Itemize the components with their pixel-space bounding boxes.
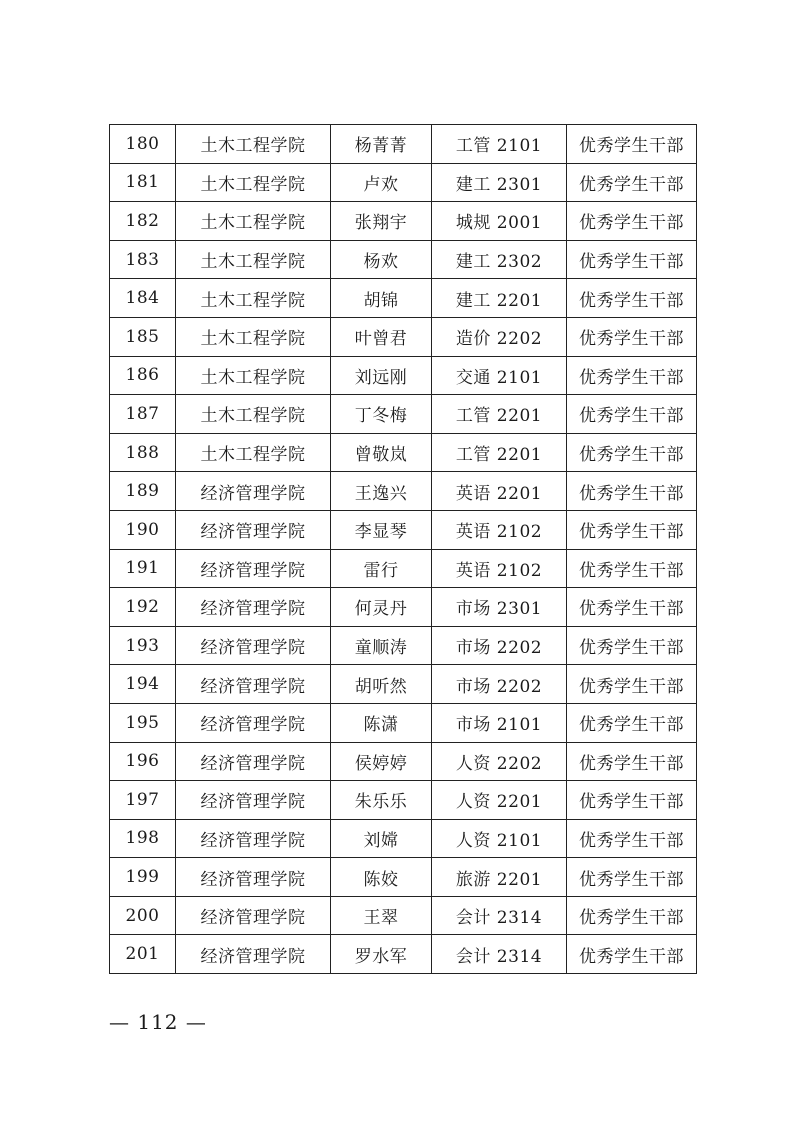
cell-class: 建工 2301 (432, 163, 567, 202)
cell-award: 优秀学生干部 (567, 935, 697, 974)
cell-college: 经济管理学院 (176, 588, 331, 627)
cell-name: 刘远刚 (331, 356, 432, 395)
cell-name: 何灵丹 (331, 588, 432, 627)
cell-number: 192 (110, 588, 176, 627)
table-row (110, 781, 697, 820)
cell-award: 优秀学生干部 (567, 163, 697, 202)
cell-number: 182 (110, 202, 176, 241)
cell-name: 陈姣 (331, 858, 432, 897)
cell-college: 经济管理学院 (176, 510, 331, 549)
cell-number: 191 (110, 549, 176, 588)
cell-college: 经济管理学院 (176, 472, 331, 511)
table-row (110, 665, 697, 704)
cell-college: 经济管理学院 (176, 858, 331, 897)
table-row (110, 163, 697, 202)
cell-name: 叶曾君 (331, 317, 432, 356)
cell-number: 199 (110, 858, 176, 897)
cell-number: 189 (110, 472, 176, 511)
cell-class: 会计 2314 (432, 896, 567, 935)
cell-class: 工管 2101 (432, 125, 567, 164)
cell-award: 优秀学生干部 (567, 125, 697, 164)
table-row (110, 819, 697, 858)
cell-name: 童顺涛 (331, 626, 432, 665)
cell-number: 197 (110, 781, 176, 820)
table-row (110, 935, 697, 974)
cell-class: 交通 2101 (432, 356, 567, 395)
cell-college: 土木工程学院 (176, 240, 331, 279)
cell-name: 李显琴 (331, 510, 432, 549)
roster-body (110, 125, 697, 974)
cell-class: 英语 2201 (432, 472, 567, 511)
cell-college: 经济管理学院 (176, 896, 331, 935)
cell-number: 201 (110, 935, 176, 974)
cell-name: 陈潇 (331, 703, 432, 742)
cell-class: 人资 2202 (432, 742, 567, 781)
table-row (110, 125, 697, 164)
cell-class: 工管 2201 (432, 395, 567, 434)
cell-college: 经济管理学院 (176, 742, 331, 781)
cell-college: 经济管理学院 (176, 935, 331, 974)
cell-name: 张翔宇 (331, 202, 432, 241)
table-row (110, 356, 697, 395)
table-row (110, 472, 697, 511)
cell-name: 侯婷婷 (331, 742, 432, 781)
cell-college: 土木工程学院 (176, 163, 331, 202)
cell-class: 建工 2302 (432, 240, 567, 279)
cell-name: 王逸兴 (331, 472, 432, 511)
table-row (110, 896, 697, 935)
cell-class: 城规 2001 (432, 202, 567, 241)
cell-college: 土木工程学院 (176, 356, 331, 395)
table-row (110, 240, 697, 279)
cell-award: 优秀学生干部 (567, 858, 697, 897)
cell-college: 经济管理学院 (176, 781, 331, 820)
cell-college: 土木工程学院 (176, 433, 331, 472)
cell-class: 英语 2102 (432, 549, 567, 588)
cell-name: 曾敬岚 (331, 433, 432, 472)
cell-award: 优秀学生干部 (567, 665, 697, 704)
cell-name: 卢欢 (331, 163, 432, 202)
cell-name: 杨欢 (331, 240, 432, 279)
cell-number: 193 (110, 626, 176, 665)
cell-number: 194 (110, 665, 176, 704)
cell-number: 184 (110, 279, 176, 318)
cell-award: 优秀学生干部 (567, 626, 697, 665)
cell-number: 198 (110, 819, 176, 858)
cell-class: 人资 2201 (432, 781, 567, 820)
cell-college: 经济管理学院 (176, 703, 331, 742)
cell-name: 胡锦 (331, 279, 432, 318)
cell-name: 胡听然 (331, 665, 432, 704)
cell-class: 市场 2101 (432, 703, 567, 742)
table-row (110, 626, 697, 665)
cell-name: 丁冬梅 (331, 395, 432, 434)
cell-name: 王翠 (331, 896, 432, 935)
cell-award: 优秀学生干部 (567, 317, 697, 356)
cell-number: 180 (110, 125, 176, 164)
cell-class: 会计 2314 (432, 935, 567, 974)
table-row (110, 395, 697, 434)
cell-number: 196 (110, 742, 176, 781)
cell-class: 工管 2201 (432, 433, 567, 472)
cell-class: 英语 2102 (432, 510, 567, 549)
table-row (110, 202, 697, 241)
cell-number: 187 (110, 395, 176, 434)
cell-number: 195 (110, 703, 176, 742)
table-row (110, 279, 697, 318)
cell-college: 土木工程学院 (176, 202, 331, 241)
cell-number: 183 (110, 240, 176, 279)
cell-award: 优秀学生干部 (567, 433, 697, 472)
cell-number: 185 (110, 317, 176, 356)
table-row (110, 510, 697, 549)
cell-name: 刘嫦 (331, 819, 432, 858)
table-row (110, 858, 697, 897)
cell-class: 人资 2101 (432, 819, 567, 858)
cell-number: 188 (110, 433, 176, 472)
cell-class: 市场 2202 (432, 665, 567, 704)
cell-college: 经济管理学院 (176, 819, 331, 858)
cell-award: 优秀学生干部 (567, 279, 697, 318)
cell-class: 市场 2202 (432, 626, 567, 665)
cell-class: 建工 2201 (432, 279, 567, 318)
cell-college: 经济管理学院 (176, 626, 331, 665)
page-number: — 112 — (109, 1010, 207, 1034)
cell-name: 朱乐乐 (331, 781, 432, 820)
cell-number: 181 (110, 163, 176, 202)
cell-number: 186 (110, 356, 176, 395)
cell-name: 杨菁菁 (331, 125, 432, 164)
cell-college: 土木工程学院 (176, 279, 331, 318)
table-row (110, 588, 697, 627)
cell-award: 优秀学生干部 (567, 240, 697, 279)
cell-award: 优秀学生干部 (567, 510, 697, 549)
table-row (110, 549, 697, 588)
cell-award: 优秀学生干部 (567, 896, 697, 935)
cell-class: 造价 2202 (432, 317, 567, 356)
cell-award: 优秀学生干部 (567, 588, 697, 627)
cell-award: 优秀学生干部 (567, 703, 697, 742)
cell-name: 罗水军 (331, 935, 432, 974)
cell-class: 市场 2301 (432, 588, 567, 627)
cell-award: 优秀学生干部 (567, 819, 697, 858)
cell-award: 优秀学生干部 (567, 202, 697, 241)
award-roster-table (109, 124, 697, 974)
cell-award: 优秀学生干部 (567, 781, 697, 820)
cell-number: 190 (110, 510, 176, 549)
cell-award: 优秀学生干部 (567, 395, 697, 434)
cell-college: 土木工程学院 (176, 317, 331, 356)
cell-college: 土木工程学院 (176, 125, 331, 164)
cell-number: 200 (110, 896, 176, 935)
cell-award: 优秀学生干部 (567, 356, 697, 395)
table-row (110, 433, 697, 472)
cell-college: 土木工程学院 (176, 395, 331, 434)
table-row (110, 703, 697, 742)
cell-class: 旅游 2201 (432, 858, 567, 897)
cell-award: 优秀学生干部 (567, 472, 697, 511)
cell-college: 经济管理学院 (176, 549, 331, 588)
cell-college: 经济管理学院 (176, 665, 331, 704)
cell-award: 优秀学生干部 (567, 549, 697, 588)
table-row (110, 742, 697, 781)
table-row (110, 317, 697, 356)
cell-name: 雷行 (331, 549, 432, 588)
cell-award: 优秀学生干部 (567, 742, 697, 781)
